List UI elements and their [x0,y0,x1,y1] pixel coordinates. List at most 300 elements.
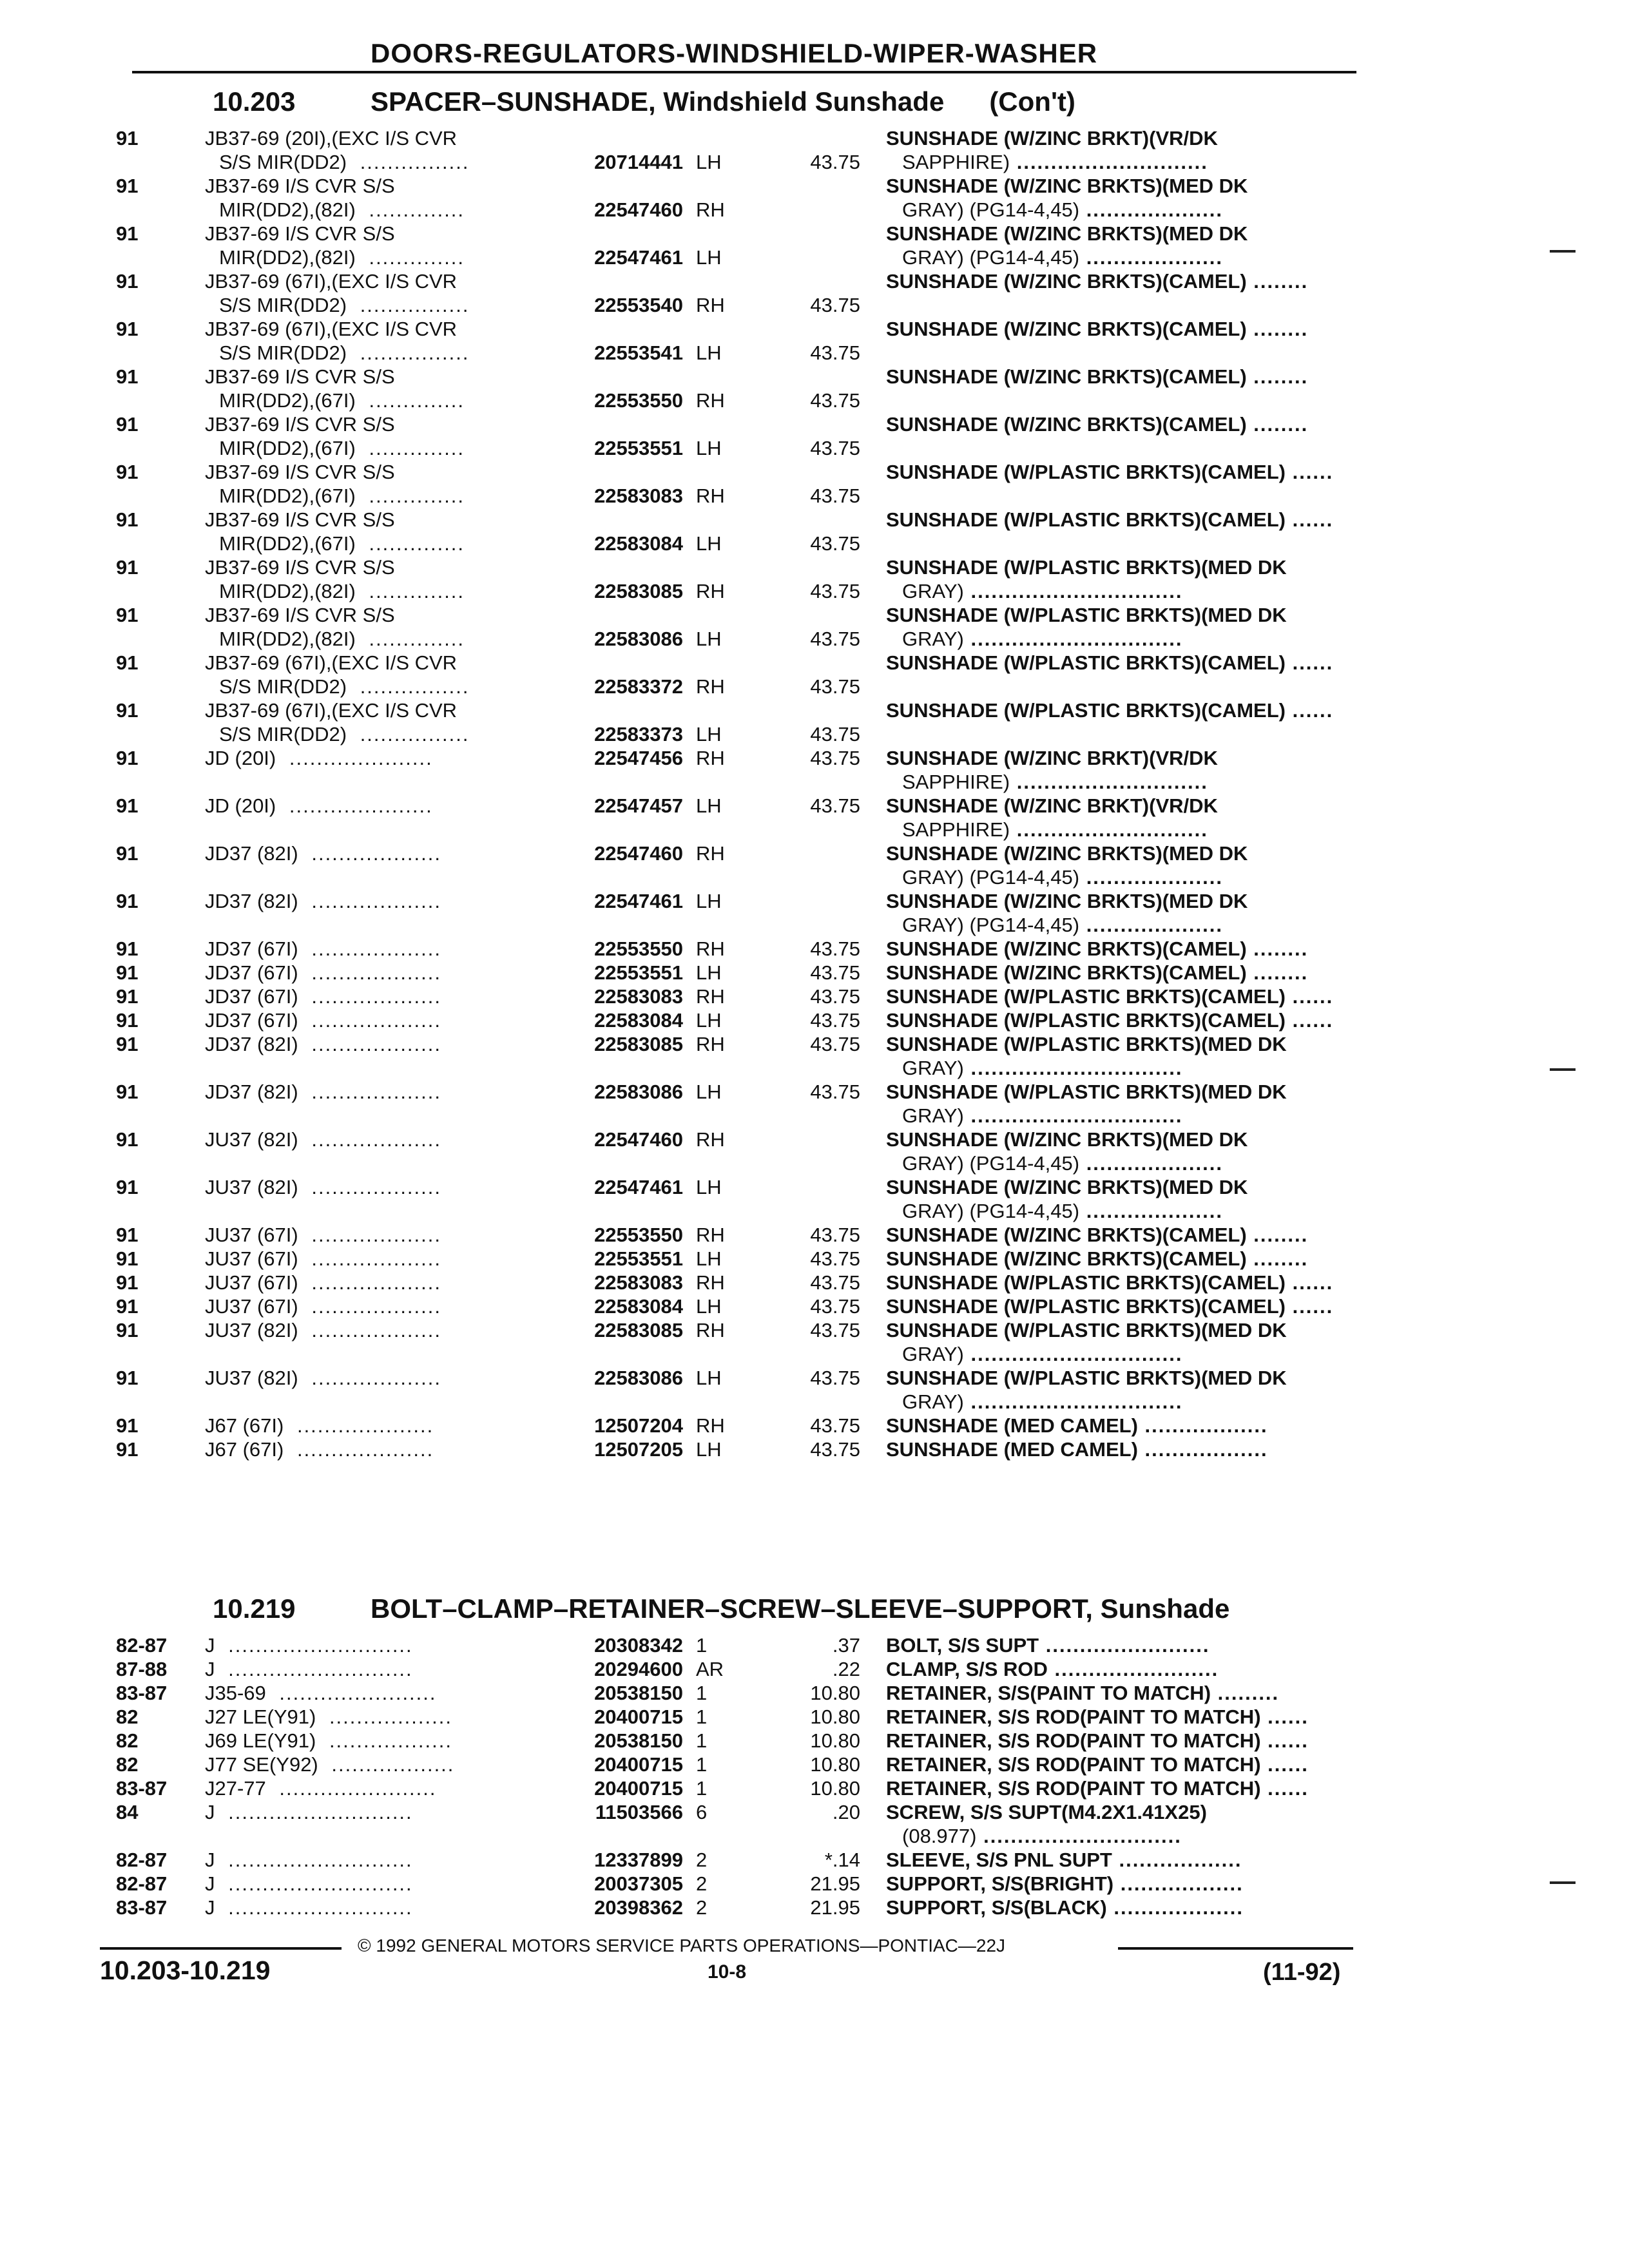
price: 43.75 [810,341,860,364]
leader-dots: .................... [1079,1200,1223,1222]
model-usage-text: JB37-69 (67I),(EXC I/S CVR [205,651,458,674]
part-description [886,269,1308,293]
leader-dots: ......... [1211,1682,1280,1704]
part-description [886,985,1333,1008]
part-number: 22583083 [594,985,683,1008]
leader-dots: ................... [304,890,441,912]
leader-dots: ........ [1246,1247,1309,1270]
part-description-text: GRAY) [902,628,964,650]
model-usage-text: JB37-69 I/S CVR S/S [205,175,395,197]
table-row [0,1753,1629,1776]
model-usage-text: JB37-69 I/S CVR S/S [205,556,395,579]
model-usage [205,1753,454,1776]
model-usage-text: JD37 (67I) [205,937,298,960]
table-row [0,555,1629,603]
part-description-text: SUPPORT, S/S(BLACK) [886,1896,1107,1919]
leader-dots: ................... [304,1271,441,1294]
part-number: 22583083 [594,485,683,507]
part-number: 22553551 [594,1247,683,1270]
model-year: 91 [116,318,139,340]
part-description-text: SUNSHADE (W/ZINC BRKTS)(CAMEL) [886,270,1247,293]
part-description-text: GRAY) (PG14-4,45) [902,246,1080,269]
table-row [0,889,1629,937]
model-year: 91 [116,365,139,388]
model-year: 91 [116,651,139,674]
table-row [0,222,1629,269]
model-year: 91 [116,1319,139,1341]
quantity: RH [696,1128,725,1151]
part-description-text: SUNSHADE (W/PLASTIC BRKTS)(CAMEL) [886,1271,1286,1294]
model-year: 83-87 [116,1896,168,1919]
price: 43.75 [810,580,860,602]
model-year: 82-87 [116,1849,168,1871]
quantity: RH [696,842,725,865]
part-number: 22553551 [594,961,683,984]
price: 43.75 [810,1033,860,1055]
model-usage-text: JB37-69 (67I),(EXC I/S CVR [205,318,458,340]
model-year: 91 [116,508,139,531]
part-description-text: SUNSHADE (W/ZINC BRKT)(VR/DK [886,794,1218,817]
part-description [886,1776,1309,1800]
part-description-text: SUNSHADE (W/ZINC BRKTS)(CAMEL) [886,1247,1247,1270]
leader-dots: ................ [353,341,470,364]
model-usage [205,1729,452,1753]
part-description [886,746,1218,770]
model-usage-text: MIR(DD2),(67I) [219,532,356,555]
part-description-text: BOLT, S/S SUPT [886,1634,1039,1657]
part-number: 22583086 [594,628,683,650]
model-year: 91 [116,1438,139,1461]
model-year: 91 [116,1009,139,1032]
table-row [0,412,1629,460]
price: 43.75 [810,723,860,745]
model-usage [205,365,395,389]
model-usage-text: J [205,1896,215,1919]
part-description-text: GRAY) (PG14-4,45) [902,1200,1080,1222]
part-description-text: GRAY) (PG14-4,45) [902,198,1080,221]
leader-dots: .................... [1079,1152,1223,1175]
leader-dots: ...... [1285,1271,1334,1294]
quantity: LH [696,1009,722,1032]
price: 43.75 [810,675,860,698]
part-description-text: RETAINER, S/S ROD(PAINT TO MATCH) [886,1706,1261,1728]
price: 10.80 [810,1682,860,1704]
model-usage-text: J67 (67I) [205,1414,284,1437]
part-description [902,1342,1183,1366]
table-row [0,1271,1629,1294]
part-description [886,1223,1308,1247]
table-row [0,1872,1629,1896]
model-usage-text: JU37 (67I) [205,1295,298,1318]
part-description [902,1390,1183,1414]
model-usage [205,269,457,293]
model-usage [205,1032,441,1056]
table-row [0,126,1629,174]
model-year: 91 [116,1367,139,1389]
model-usage-text: J [205,1801,215,1823]
section-title: SPACER–SUNSHADE, Windshield Sunshade [371,86,945,117]
part-description [886,1681,1279,1705]
part-description [886,365,1308,389]
leader-dots: ...... [1285,461,1334,483]
price: .20 [832,1801,860,1823]
part-description-text: SUNSHADE (W/PLASTIC BRKTS)(CAMEL) [886,1009,1286,1032]
model-usage-text: JB37-69 (20I),(EXC I/S CVR [205,127,458,149]
section-number: 10.203 [213,86,296,117]
quantity: LH [696,1367,722,1389]
part-description [902,150,1208,174]
part-description-text: SUNSHADE (MED CAMEL) [886,1414,1138,1437]
table-row [0,651,1629,698]
part-description-text: SUNSHADE (W/ZINC BRKTS)(CAMEL) [886,937,1247,960]
model-year: 82 [116,1706,139,1728]
leader-dots: .................. [1113,1872,1244,1895]
table-row [0,1247,1629,1271]
part-number: 20400715 [594,1706,683,1728]
model-usage [205,1414,434,1437]
price: 43.75 [810,532,860,555]
model-usage [205,937,441,961]
model-usage [219,436,465,460]
part-description-text: SUNSHADE (W/PLASTIC BRKTS)(CAMEL) [886,461,1286,483]
price: .22 [832,1658,860,1680]
part-description [886,1128,1248,1151]
part-description-text: GRAY) [902,1390,964,1413]
quantity: RH [696,937,725,960]
part-number: 22547461 [594,1176,683,1198]
price: 43.75 [810,1295,860,1318]
part-number: 22547460 [594,842,683,865]
table-row [0,1318,1629,1366]
table-row [0,1776,1629,1800]
part-description-text: RETAINER, S/S(PAINT TO MATCH) [886,1682,1211,1704]
part-description [886,1414,1268,1437]
leader-dots: ..................... [282,794,433,817]
part-number: 20398362 [594,1896,683,1919]
part-description [886,794,1218,818]
model-usage-text: S/S MIR(DD2) [219,341,347,364]
price: 43.75 [810,1224,860,1246]
leader-dots: ...... [1285,1009,1334,1032]
model-usage-text: J35-69 [205,1682,266,1704]
model-usage-text: J [205,1634,215,1657]
part-description [886,1729,1309,1753]
section-title: BOLT–CLAMP–RETAINER–SCREW–SLEEVE–SUPPORT, Sunshade [371,1593,1230,1624]
part-description [886,508,1333,532]
model-usage [205,1848,413,1872]
model-usage [205,961,441,985]
leader-dots: ................ [353,675,470,698]
part-description [886,1896,1244,1919]
part-description [886,1008,1333,1032]
leader-dots: ........................... [221,1634,413,1657]
part-number: 20037305 [594,1872,683,1895]
part-description-text: SUPPORT, S/S(BRIGHT) [886,1872,1114,1895]
model-usage [205,412,395,436]
part-number: 22583372 [594,675,683,698]
model-usage [205,1657,413,1681]
footer-page-number: 10-8 [708,1961,747,1983]
table-row [0,1128,1629,1175]
part-description-text: SUNSHADE (W/ZINC BRKTS)(MED DK [886,222,1248,245]
part-description [886,1633,1210,1657]
model-usage [219,245,465,269]
model-year: 91 [116,699,139,722]
leader-dots: ................... [304,1295,441,1318]
leader-dots: ............................. [976,1825,1182,1847]
part-description-text: SUNSHADE (W/PLASTIC BRKTS)(MED DK [886,604,1287,626]
price: 43.75 [810,1367,860,1389]
quantity: 2 [696,1872,708,1895]
model-year: 91 [116,270,139,293]
quantity: RH [696,1414,725,1437]
price: 43.75 [810,937,860,960]
part-description [886,1080,1287,1104]
model-usage-text: MIR(DD2),(67I) [219,389,356,412]
leader-dots: ................... [304,1009,441,1032]
part-description-text: SUNSHADE (W/ZINC BRKT)(VR/DK [886,747,1218,769]
model-usage-text: JD37 (67I) [205,985,298,1008]
quantity: 6 [696,1801,708,1823]
part-description-text: (08.977) [902,1825,977,1847]
part-description [886,1848,1242,1872]
footer-rule-right [1118,1947,1353,1950]
part-description [886,1294,1333,1318]
part-description [902,579,1183,603]
leader-dots: ................... [304,937,441,960]
table-row [0,317,1629,365]
quantity: 1 [696,1634,708,1657]
quantity: RH [696,747,725,769]
model-usage-text: J27 LE(Y91) [205,1706,316,1728]
model-year: 82-87 [116,1872,168,1895]
part-number: 11503566 [595,1801,683,1823]
model-year: 84 [116,1801,139,1823]
part-description [886,412,1308,436]
model-usage-text: JU37 (67I) [205,1224,298,1246]
leader-dots: .................. [322,1706,452,1728]
model-usage-text: JD37 (67I) [205,961,298,984]
model-usage-text: JU37 (82I) [205,1319,298,1341]
leader-dots: ........................ [1047,1658,1219,1680]
leader-dots: ........ [1246,270,1309,293]
model-usage-text: S/S MIR(DD2) [219,151,347,173]
model-usage-text: J77 SE(Y92) [205,1753,318,1776]
section-continued: (Con't) [989,86,1075,117]
model-usage [205,1872,413,1896]
table-row [0,1032,1629,1080]
quantity: RH [696,389,725,412]
model-usage [205,174,395,198]
price: 43.75 [810,747,860,769]
model-usage-text: JD37 (67I) [205,1009,298,1032]
section-number: 10.219 [213,1593,296,1624]
leader-dots: ........................... [221,1849,413,1871]
price: 43.75 [810,1319,860,1341]
part-description-text: GRAY) (PG14-4,45) [902,866,1080,889]
part-description-text: SUNSHADE (W/PLASTIC BRKTS)(CAMEL) [886,699,1286,722]
model-usage-text: JD37 (82I) [205,890,298,912]
leader-dots: .............. [361,532,465,555]
quantity: RH [696,1033,725,1055]
part-description [886,1872,1244,1896]
part-number: 20538150 [594,1682,683,1704]
model-year: 91 [116,747,139,769]
part-description-text: SUNSHADE (W/ZINC BRKTS)(CAMEL) [886,413,1247,436]
model-year: 91 [116,604,139,626]
table-row [0,508,1629,555]
model-usage-text: MIR(DD2),(82I) [219,246,356,269]
part-description-text: SCREW, S/S SUPT(M4.2X1.41X25) [886,1801,1207,1823]
model-year: 91 [116,1247,139,1270]
leader-dots: ................... [304,961,441,984]
part-number: 12507204 [594,1414,683,1437]
part-description-text: SUNSHADE (W/ZINC BRKT)(VR/DK [886,127,1218,149]
model-usage [219,532,465,555]
table-row [0,698,1629,746]
leader-dots: .................. [324,1753,455,1776]
part-description [886,937,1308,961]
leader-dots: ........ [1246,318,1309,340]
model-usage-text: JD (20I) [205,794,276,817]
part-description [886,961,1308,985]
table-row [0,1080,1629,1128]
part-description [886,1800,1207,1824]
price: 10.80 [810,1777,860,1800]
part-number: 22547461 [594,246,683,269]
part-description-text: SUNSHADE (W/ZINC BRKTS)(MED DK [886,1128,1248,1151]
model-usage-text: JD37 (82I) [205,842,298,865]
leader-dots: ...... [1260,1706,1309,1728]
table-row [0,365,1629,412]
quantity: RH [696,1271,725,1294]
table-row [0,1800,1629,1848]
model-year: 91 [116,556,139,579]
part-description-text: SUNSHADE (MED CAMEL) [886,1438,1138,1461]
part-description [886,1247,1308,1271]
part-number: 12507205 [594,1438,683,1461]
model-year: 91 [116,890,139,912]
leader-dots: ........................... [221,1658,413,1680]
price: 21.95 [810,1896,860,1919]
model-year: 91 [116,175,139,197]
model-usage [219,389,465,412]
model-year: 91 [116,413,139,436]
quantity: 1 [696,1706,708,1728]
leader-dots: ............................... [963,1343,1183,1365]
part-description [886,1032,1287,1056]
part-description-text: SUNSHADE (W/PLASTIC BRKTS)(MED DK [886,1367,1287,1389]
price: 43.75 [810,437,860,459]
part-number: 12337899 [594,1849,683,1871]
model-usage [205,1271,441,1294]
price: 43.75 [810,1271,860,1294]
quantity: RH [696,198,725,221]
model-usage-text: J [205,1658,215,1680]
part-number: 22583085 [594,1033,683,1055]
margin-mark [1550,250,1576,253]
part-description [902,818,1208,841]
part-description-text: SUNSHADE (W/ZINC BRKTS)(CAMEL) [886,961,1247,984]
part-description-text: SLEEVE, S/S PNL SUPT [886,1849,1112,1871]
leader-dots: ............................... [963,1390,1183,1413]
model-usage-text: JB37-69 I/S CVR S/S [205,222,395,245]
table-row [0,1848,1629,1872]
model-usage [205,1128,441,1151]
model-usage-text: JB37-69 I/S CVR S/S [205,604,395,626]
model-usage-text: J [205,1849,215,1871]
leader-dots: ................... [304,1319,441,1341]
model-usage-text: MIR(DD2),(67I) [219,485,356,507]
model-usage [219,722,470,746]
part-description-text: GRAY) [902,1057,964,1079]
leader-dots: ........ [1246,1224,1309,1246]
price: 10.80 [810,1753,860,1776]
leader-dots: ................... [304,1247,441,1270]
table-row [0,1223,1629,1247]
part-description-text: SUNSHADE (W/PLASTIC BRKTS)(MED DK [886,556,1287,579]
leader-dots: .................... [1079,246,1223,269]
leader-dots: .............. [361,628,465,650]
part-number: 22583083 [594,1271,683,1294]
quantity: LH [696,794,722,817]
part-description [902,1199,1223,1223]
model-usage [205,1896,413,1919]
quantity: RH [696,294,725,316]
leader-dots: .................. [1112,1849,1242,1871]
model-usage [205,746,433,770]
table-row [0,1896,1629,1919]
model-usage [205,317,457,341]
part-description-text: SUNSHADE (W/PLASTIC BRKTS)(CAMEL) [886,651,1286,674]
part-description [902,865,1223,889]
part-description-text: RETAINER, S/S ROD(PAINT TO MATCH) [886,1753,1261,1776]
quantity: LH [696,890,722,912]
quantity: RH [696,580,725,602]
model-usage-text: JU37 (82I) [205,1367,298,1389]
price: 21.95 [810,1872,860,1895]
price: 10.80 [810,1706,860,1728]
leader-dots: ...... [1285,985,1334,1008]
part-description [886,1657,1219,1681]
model-usage [219,150,470,174]
model-year: 91 [116,222,139,245]
model-usage-text: MIR(DD2),(67I) [219,437,356,459]
part-number: 22583084 [594,1009,683,1032]
part-description [902,1056,1183,1080]
model-usage [205,1294,441,1318]
price: 43.75 [810,1081,860,1103]
part-description [902,1104,1183,1128]
price: *.14 [824,1849,860,1871]
table-row [0,1175,1629,1223]
leader-dots: ....................... [272,1682,437,1704]
model-usage-text: JD37 (82I) [205,1081,298,1103]
model-usage-text: MIR(DD2),(82I) [219,198,356,221]
part-description-text: SUNSHADE (W/ZINC BRKTS)(MED DK [886,890,1248,912]
price: 43.75 [810,794,860,817]
leader-dots: ................... [304,1081,441,1103]
model-year: 91 [116,937,139,960]
table-row [0,985,1629,1008]
part-description [902,627,1183,651]
leader-dots: ................ [353,723,470,745]
model-year: 91 [116,1081,139,1103]
model-usage [205,841,441,865]
model-usage-text: JD37 (82I) [205,1033,298,1055]
leader-dots: .................. [1137,1438,1268,1461]
price: 10.80 [810,1729,860,1752]
